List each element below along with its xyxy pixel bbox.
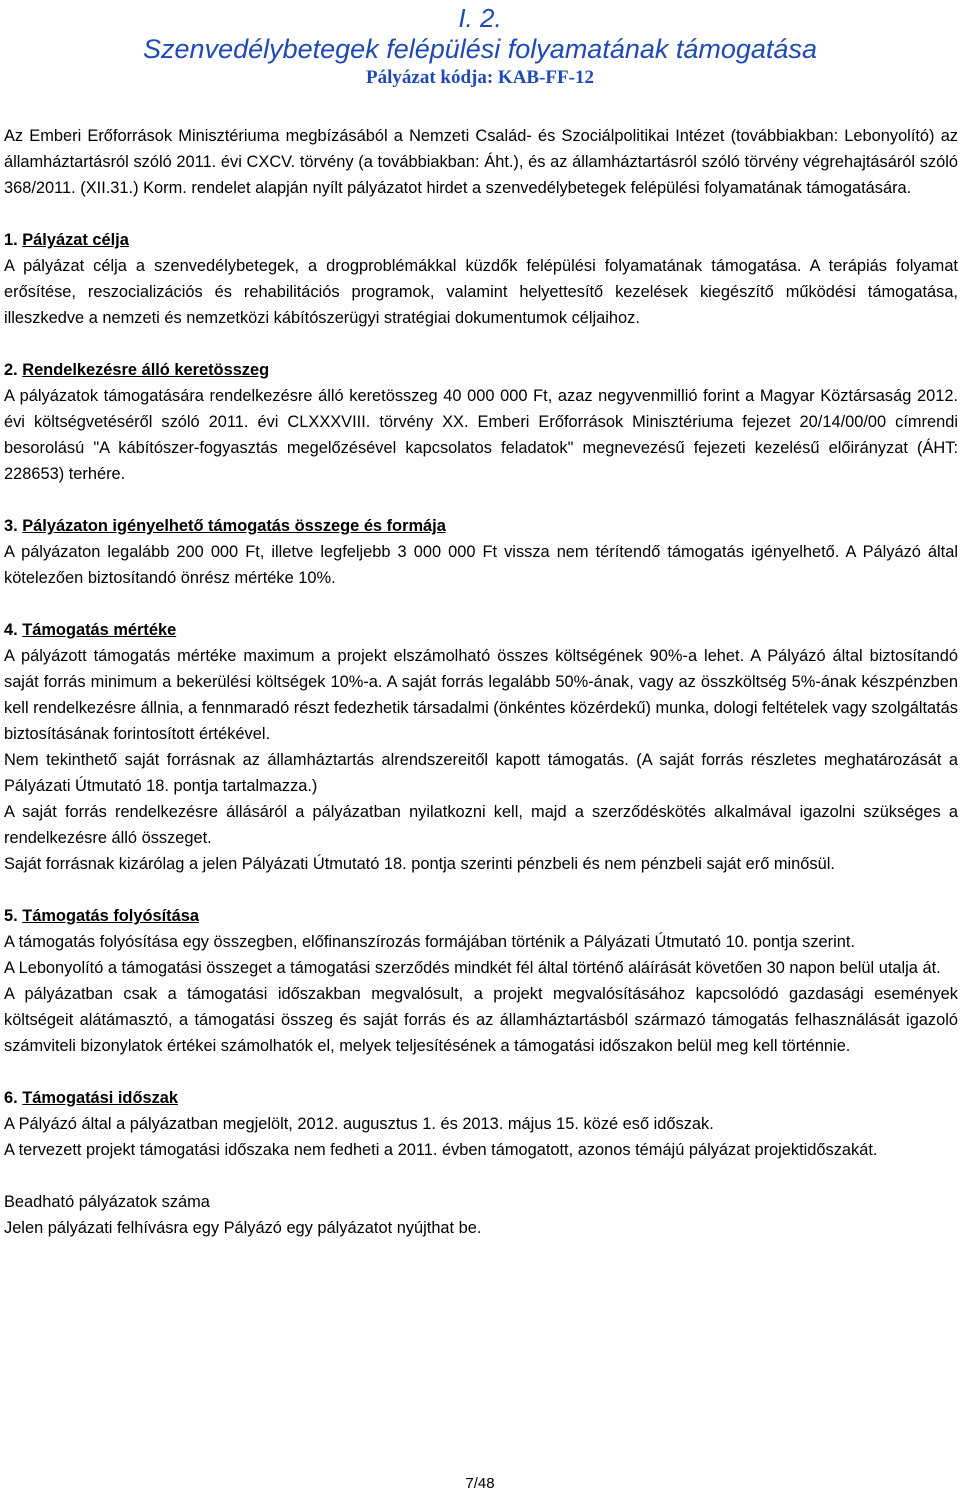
closing-paragraph: Jelen pályázati felhívásra egy Pályázó egy pályázatot nyújthat be. [4, 1219, 482, 1237]
section-paragraph: A Pályázó által a pályázatban megjelölt, 2012. augusztus 1. és 2013. május 15. közé eső időszak. [4, 1115, 714, 1133]
section-number: 5. [4, 907, 18, 925]
section-paragraph: A pályázaton legalább 200 000 Ft, illetve legfeljebb 3 000 000 Ft vissza nem térítendő támogatás igényelhető. A Pályázó által kötelezően biztosítandó önrész mértéke 10%. [4, 543, 958, 587]
section-number: 3. [4, 517, 18, 535]
section-title: Támogatás folyósítása [22, 907, 199, 925]
section-3 [4, 513, 958, 591]
section-paragraph: Nem tekinthető saját forrásnak az államháztartás alrendszereitől kapott támogatás. (A saját forrás részletes meghatározását a Pályázati Útmutató 18. pontja tartalmazza.) [4, 751, 958, 795]
chapter-number: I. 2. [458, 3, 502, 33]
section-paragraph: A Lebonyolító a támogatási összeget a támogatási szerződés mindkét fél által történő aláírását követően 30 napon belül utalja át. [4, 959, 941, 977]
section-paragraph: A pályázatok támogatására rendelkezésre álló keretösszeg 40 000 000 Ft, azaz negyvenmillió forint a Magyar Köztársaság 2012. évi költségvetéséről szóló 2011. évi CLXXXVIII. törvény XX. Emberi Erőforrások Minisztériuma fejezet 20/14/00/00 címrendi besorolású "A kábítószer-fogyasztás megelőzésével kapcsolatos feladatok" megnevezésű fejezeti kezelésű előirányzat (ÁHT: 228653) terhére. [4, 387, 958, 483]
closing-heading: Beadható pályázatok száma [4, 1193, 210, 1211]
section-title: Támogatás mértéke [22, 621, 177, 639]
section-paragraph: A saját forrás rendelkezésre állásáról a pályázatban nyilatkozni kell, majd a szerződésk​ötés alkalmával igazolni szükséges a rendelkezésre álló összeget. [4, 803, 958, 847]
section-paragraph: Saját forrásnak kizárólag a jelen Pályázati Útmutató 18. pontja szerinti pénzbeli és nem pénzbeli saját erő minősül. [4, 855, 835, 873]
section-paragraph: A támogatás folyósítása egy összegben, előfinanszírozás formájában történik a Pályázati Útmutató 10. pontja szerint. [4, 933, 855, 951]
section-paragraph: A pályázat célja a szenvedélybetegek, a drogproblémákkal küzdők felépülési folyamatának támogatása. A terápiás folyamat erősítése, reszocializációs és rehabilitációs programok, valamint helyettesítő kezelések kiegészítő működési támogatása, illeszkedve a nemzeti és nemzetközi kábítószerügyi stratégiai dokumentumok céljaihoz. [4, 257, 958, 327]
section-1 [4, 227, 958, 331]
section-title: Rendelkezésre álló keretösszeg [22, 361, 270, 379]
section-6 [4, 1085, 958, 1163]
closing-section [4, 1189, 958, 1241]
page-number: 7/48 [465, 1475, 495, 1492]
section-title: Támogatási időszak [22, 1089, 178, 1107]
section-number: 4. [4, 621, 18, 639]
section-heading [4, 617, 958, 643]
section-2 [4, 357, 958, 487]
document-header [0, 3, 960, 91]
section-number: 1. [4, 231, 18, 249]
section-4 [4, 617, 958, 877]
section-heading [4, 513, 958, 539]
section-paragraph: A pályázott támogatás mértéke maximum a projekt elszámolható összes költségének 90%-a lehet. A Pályázó által biztosítandó saját forrás minimum a bekerülési költségek 10%-a. A saját forrás legalább 50%-ának, vagy az összköltség 5%-ának készpénzben kell rendelkezésre állnia, a fennmaradó részt fedezhetik társadalmi (önkéntes közérdekű) munka, dologi feltételek vagy szolgáltatás biztosításának forintosított értékével. [4, 647, 958, 743]
section-number: 2. [4, 361, 18, 379]
section-paragraph: A tervezett projekt támogatási időszaka nem fedheti a 2011. évben támogatott, azonos témájú pályázat projektidőszakát. [4, 1141, 878, 1159]
section-heading [4, 227, 958, 253]
section-number: 6. [4, 1089, 18, 1107]
application-code: Pályázat kódja: KAB-FF-12 [366, 67, 594, 88]
section-title: Pályázat célja [22, 231, 129, 249]
document-body [4, 123, 958, 1241]
section-5 [4, 903, 958, 1059]
section-heading [4, 1085, 958, 1111]
section-heading [4, 903, 958, 929]
section-paragraph: A pályázatban csak a támogatási időszakban megvalósult, a projekt megvalósításához kapcsolódó gazdasági események költségeit alátámasztó, a támogatási összeg és saját forrás és az államháztartásból származó támogatás felhasználását igazoló számviteli bizonylatok értékei számolhatók el, melyek teljesítésének a támogatási időszakon belül meg kell történnie. [4, 985, 958, 1055]
section-heading [4, 357, 958, 383]
section-title: Pályázaton igényelhető támogatás összege és formája [22, 517, 446, 535]
document-title: Szenvedélybetegek felépülési folyamatának támogatása [143, 34, 817, 64]
intro-paragraph: Az Emberi Erőforrások Minisztériuma megbízásából a Nemzeti Család- és Szociálpolitikai Intézet (továbbiakban: Lebonyolító) az államháztartásról szóló 2011. évi CXCV. törvény (a továbbiakban: Áht.), és az államháztartásról szóló törvény végrehajtásáról szóló 368/2011. (XII.31.) Korm. rendelet alapján nyílt pályázatot hirdet a szenvedélybetegek felépülési folyamatának támogatására. [4, 127, 958, 197]
